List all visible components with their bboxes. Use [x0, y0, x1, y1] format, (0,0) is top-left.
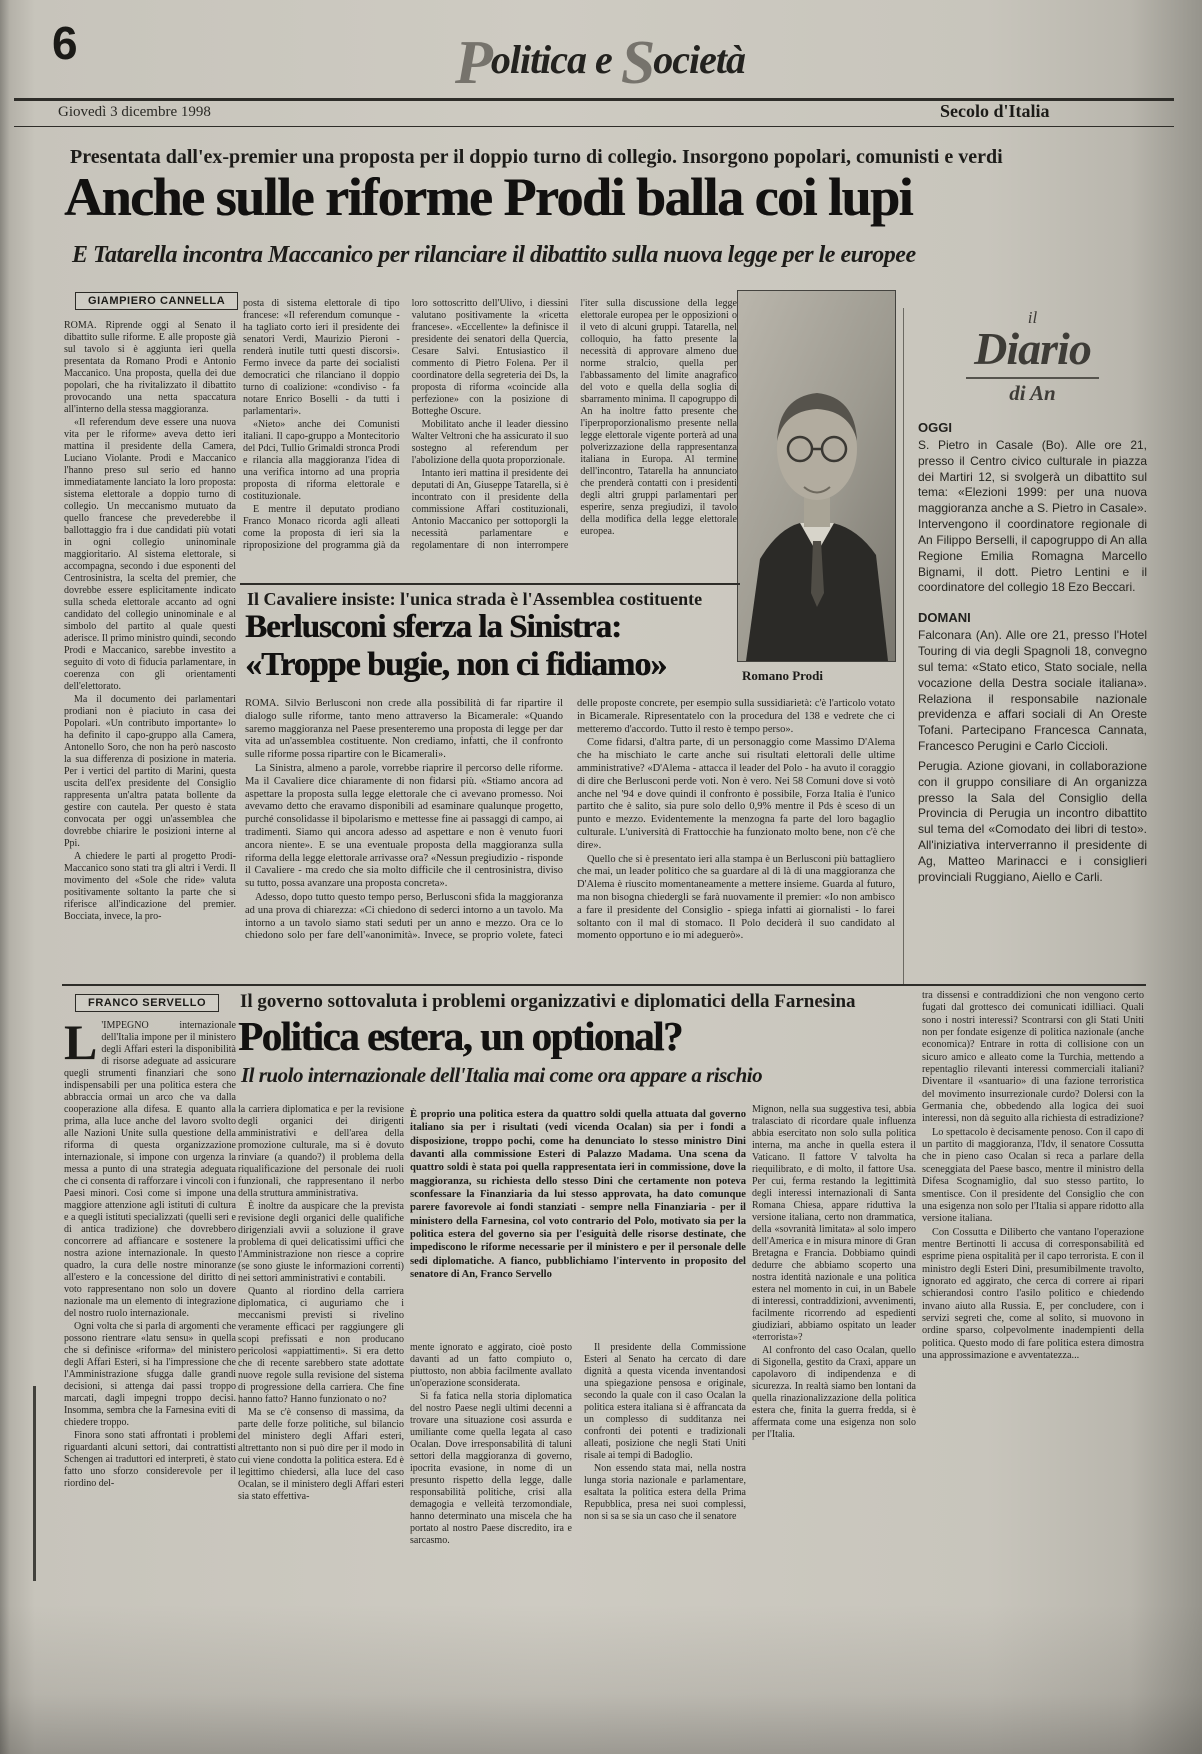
diario-sidebar	[903, 308, 1147, 986]
estera-byline-container	[75, 993, 219, 1012]
section-initial-p: P	[454, 29, 491, 97]
scan-artifact-line	[33, 1386, 36, 1581]
section-initial-s: S	[620, 29, 654, 97]
estera-body-column-1	[64, 1020, 236, 1586]
estera-body-column-2: la carriera diplomatica e per la revisione degli organici dei dirigenti amministrativi e dell'area della promozione culturale, ma si è dovuto rinviare (a quando?) il problema della riqualificazione del personale dei ruoli funzionali, che rappresentano il nerbo della struttura amministrativa. È inoltre da auspicare che la prevista revisione degli organici delle qualifiche dirigenziali avvii a soluzione il grave problema di quei delicatissimi uffici che l'Amministrazione non riesce a coprire (se sono giuste le informazioni correnti) nei settori amministrativi e contabili. Quanto al riordino della carriera diplomatica, ci auguriamo che i meccanismi previsti si rivelino veramente efficaci per raggiungere gli scopi prefissati e non producano pericolosi «appiattimenti». Si era detto che di recente sarebbero state adottate nuove regole sulla revisione del sistema di progressione della carriera. Che fine hanno fatto? Hanno funzionato o no? Ma se c'è consenso di massima, da parte delle forze politiche, sul bilancio del ministero degli Affari esteri, altrettanto non si può dire per il modo in cui viene condotta la politica estera. Ed è legittimo chiedersi, alla luce del caso Ocalan, se il ministero degli Affari esteri sia stato effettiva-	[238, 1104, 404, 1502]
section-title	[300, 28, 900, 99]
estera-kicker: Il governo sottovaluta i problemi organizzativi e diplomatici della Farnesina	[240, 991, 856, 1012]
estera-body-column-6: tra dissensi e contraddizioni che non vengono certo fugati dal grottesco dei comunicati idilliaci. Quali sono i nostri interessi? Scontrarsi con gli Stati Uniti non per fondate esigenze di politica nazionale (anche economica)? Entrare in rotta di collisione con un sicuro amico e alleato come la Turchia, mettendo a repentaglio rilevanti interessi commerciali italiani? Diventare il «santuario» di una fazione terroristica del movimento insurrezionale curdo? Dolersi con la Germania che, obbedendo alla logica dei suoi interessi, non dà seguito alla richiesta di estradizione? Lo spettacolo è decisamente penoso. Con il capo di un partito di maggioranza, l'Idv, il senatore Cossutta che in pieno caso Ocalan si reca a parlare della sceneggiata del Paese basco, mentre il ministro della Difesa Scognamiglio, dal suo stesso partito, lo smentisce. Con il presidente del Consiglio che con una esigenza non solo per l'Italia si appare ridotto alla versione italiana. Con Cossutta e Diliberto che vantano l'operazione mentre Bertinotti li accusa di corresponsabilità ed esprime piena ospitalità per il capo terrorista. E con il ministro degli Esteri Dini, presumibilmente travolto, ignorato ed aggirato, che cerca di correre ai ripari schierandosi contro l'asilo politico e chiedendo invano aiuto alla Russia. E, per concludere, con i servizi segreti che, come al solito, si muovono in ordine sparso, colpevolmente inadempienti della politica. Questo modo di fare politica estera dimostra una approssimazione e avventatezza...	[922, 990, 1144, 1361]
diario-logo-subtitle: di An	[1009, 381, 1056, 405]
header-rule-bottom	[14, 126, 1174, 127]
berlusconi-headline-line2: «Troppe bugie, non ci fidiamo»	[245, 646, 667, 683]
section-word-societa: ocietà	[653, 37, 746, 82]
diario-tomorrow-text: Falconara (An). Alle ore 21, presso l'Hotel Touring di via degli Spagnoli 18, convegno sul tema: «Stato etico, Stato sociale, nella vocazione della Destra sociale italiana». Relaziona il responsabile nazionale previdenza e affari sociali di An Oreste Tofani. Partecipano Francesca Cannata, Francesco Perugini e Carlo Ciccioli. Perugia. Azione giovani, in collaborazione con il gruppo consiliare di An organizza presso la Sala del Consiglio della Provincia di Perugia un incontro dibattito sul tema del «Comodato dei libri di testo». All'iniziativa interverranno il presidente di Ag, Matteo Marinacci e i consiglieri provinciali Ruggiano, Aiello e Carli.	[918, 628, 1147, 884]
estera-body-columns-3-4: mente ignorato e aggirato, cioè posto davanti ad un fatto compiuto o, piuttosto, non abbia facilmente avallato un'operazione sconsiderata. Si fa fatica nella storia diplomatica del nostro Paese negli ultimi decenni a trovare una situazione così assurda e umiliante come quella legata al caso Ocalan. Dove irresponsabilità di taluni settori della maggioranza di governo, ipocrita evasione, in nome di un presunto rispetto della legge, dalle responsabilità politiche, crisi alla demagogia e velleità terzomondiale, hanno determinato una miscela che ha portato al nostro Paese discredito, ira e sarcasmo. Il presidente della Commissione Esteri al Senato ha cercato di dare dignità a questa vicenda inventandosi una spiegazione pensosa e originale, secondo la quale con il caso Ocalan la politica estera italiana si è affrancata da un complesso di sudditanza nei confronti dei potenti e tradizionali alleati, posizione che negli Stati Uniti risale ai tempi di Badoglio. Non essendo stata mai, nella nostra lunga storia nazionale e parlamentare, esaltata la politica estera della Prima Repubblica, presa nei suoi complessi, non si sa se sia un caso che il senatore	[410, 1342, 746, 1546]
prodi-photo	[737, 290, 896, 662]
section-word-politica: olitica e	[490, 37, 621, 82]
section-separator-rule	[62, 984, 1146, 986]
berlusconi-top-rule	[240, 583, 740, 585]
prodi-photo-image	[738, 291, 895, 661]
berlusconi-headline-line1: Berlusconi sferza la Sinistra:	[245, 609, 622, 645]
lead-byline-container	[75, 291, 238, 310]
diario-logo	[918, 308, 1147, 406]
lead-subhead: E Tatarella incontra Maccanico per rilanciare il dibattito sulla nuova legge per le europee	[72, 242, 916, 268]
estera-dropcap: L	[64, 1020, 98, 1070]
diario-logo-title: Diario	[966, 322, 1099, 379]
estera-highlight-block: È proprio una politica estera da quattro soldi quella attuata dal governo italiano sia per i risultati (vedi vicenda Ocalan) sia per i fondi a disposizione, troppo pochi, come ha denunciato lo stesso ministro Dini davanti alla commissione Esteri di Palazzo Madama. Una scena da quattro soldi è stata poi quella rappresentata ieri in commissione, dove la maggioranza, su richiesta dello stesso Dini che certamente non poteva sconfessare la Finanziaria da lui stesso approvata, ha dato comunque parere favorevole ai fondi stanziati - sempre nella Finanziaria - per il ministero della Farnesina, col voto contrario del Polo, motivato sia per la politica estera del governo sia per l'esiguità delle risorse destinate, che impediscono le riforme necessarie per il ministero e per il personale delle sedi diplomatiche. A fianco, pubblichiamo l'intervento in proposito del senatore di An, Franco Servello	[410, 1109, 746, 1281]
page-number: 6	[52, 17, 78, 69]
photo-caption: Romano Prodi	[742, 668, 824, 683]
lead-headline: Anche sulle riforme Prodi balla coi lupi	[64, 167, 912, 227]
lead-byline: GIAMPIERO CANNELLA	[75, 292, 238, 310]
lead-body-columns-2-4: posta di sistema elettorale di tipo francese: «Il referendum comunque - ha tagliato corto ieri il presidente dei senatori Verdi, Maurizio Pieroni - renderà inutile tutti questi discorsi». Fermo invece da parte dei socialisti democratici che rilanciano il doppio turno di coalizione: «condiviso - fa notare Enrico Boselli - da tutti i parlamentari». «Nieto» anche dei Comunisti italiani. Il capo-gruppo a Montecitorio del Pdci, Tullio Grimaldi stronca Prodi e rilancia alla maggioranza l'idea di una verifica intorno ad una propria proposta di riforma elettorale e costituzionale. E mentre il deputato prodiano Franco Monaco ricorda agli alleati come la proposta di ieri sia la riproposizione del programma già da loro sottoscritto dell'Ulivo, i diessini valutano positivamente la «ricetta francese». «Eccellente» la definisce il presidente dei senatori della Quercia, Cesare Salvi. Entusiastico il commento di Pietro Folena. Per il coordinatore della segreteria dei Ds, la proposta di riforma «coincide alla perfezione» con la posizione di Botteghe Oscure. Mobilitato anche il leader diessino Walter Veltroni che ha assicurato il suo sostegno al referendum per l'abolizione della quota proporzionale. Intanto ieri mattina il presidente dei deputati di An, Giuseppe Tatarella, si è incontrato con il presidente della commissione Affari costituzionali, Antonio Maccanico per sottoporgli la necessità parlamentare e regolamentare di non interrompere l'iter sulla discussione della legge elettorale europea per le opposizioni o il veto di alcuni gruppi. Tatarella, nel colloquio, ha fatto presente la necessità di approvare almeno due norme stralcio, quella per l'abbassamento del limite anagrafico del voto e quella della soglia di sbarramento minima. Il capogruppo di An ha inoltre fatto presente che l'iperproporzionalismo presente nella legge elettorale vigente porterà ad una polverizzazione della rappresentanza italiana in Europa. Al termine dell'incontro, Tatarella ha annunciato che prenderà contatti con i presidenti degli altri gruppi parlamentari per esperire, senza pregiudizi, il tavolo della modifica della legge elettorale europea.	[243, 298, 737, 551]
lead-body-column-1: ROMA. Riprende oggi al Senato il dibattito sulle riforme. E alle proposte già sul tavolo si è aggiunta ieri quella presentata da Romano Prodi e Antonio Maccanico. Una proposta, quella dei due popolari, che ha rivitalizzato il dibattito provocando una netta spaccatura all'interno della stessa maggioranza. «Il referendum deve essere una nuova vita per le riforme» aveva detto ieri mattina il presidente della Camera, Luciano Violante. Prodi e Maccanico l'hanno preso sul serio ed hanno immediatamente lanciato la loro proposta: sistema elettorale a doppio turno di collegio. Un meccanismo mutuato da quello francese che prevederebbe il ballottaggio fra i due candidati più votati in ogni collegio uninominale maggioritario. Al sistema elettorale, si accompagna, secondo i due esponenti del Centrosinistra, la scelta del premier, che dovrebbe essere esplicitamente indicato sulla scheda elettorale accanto ad ogni candidato del collegio uninominale e al simbolo del partito al quale questi aderisce. Il primo ministro quindi, secondo Prodi e Maccanico, sarebbe investito a seguito di voto di fiducia parlamentare, in coerenza con gli orientamenti dell'elettorato. Ma il documento dei parlamentari prodiani non è piaciuto in casa dei Popolari. «Un contributo importante» lo ha definito il capo-gruppo alla Camera, Antonello Soro, che non ha però nascosto la sua differenza di posizione in materia. Per i vertici del partito di Marini, questa uscita dell'ex presidente del Consiglio rappresenta un'altra patata bollente da gestire con cautela. Per questo è stata convocata per oggi un'assemblea che dovrebbe chiarire le posizioni interne al Ppi. A chiedere le parti al progetto Prodi-Maccanico sono stati tra gli altri i Verdi. Il movimento del «Sole che ride» valuta positivamente soltanto la parte che si riferisce all'indicazione del premier. Bocciata, invece, la pro-	[64, 320, 236, 922]
estera-col1-paragraphs: 'IMPEGNO internazionale dell'Italia impone per il ministero degli Affari esteri la disponibilità di risorse adeguate ad assicurare quegli strumenti finanziari che sono indispensabili per una politica estera che abbraccia ormai un arco che va dalla cooperazione alla difesa. E quanto alla prima, alla luce anche del lavoro svolto alle Nazioni Unite sulla questione della riforma di questa organizzazione internazionale, si impone con urgenza la messa a punto di una strategia adeguata che ci consenta di rafforzare i vincoli con i Paesi minori. Così come si impone una maggiore attenzione agli istituti di cultura e a quegli istituti specializzati (quelli seri e di antica tradizione) che dovrebbero concorrere ad affiancare e sostenere la nostra azione internazionale. In questo quadro, la cura delle nostre minoranze all'estero e la concessione del diritto di voto rappresentano non solo un dovere nazionale ma un elemento di integrazione del nostro ruolo internazionale. Ogni volta che si parla di argomenti che possono rientrare «latu sensu» in quella che si definisce «riforma» del ministero degli Affari Esteri, si ha l'impressione che l'Amministrazione sfugga dalle grandi decisioni, si attenga dai passi troppo marcati, dagli impegni troppo decisi. Insomma, sembra che la Farnesina eviti di chiedere troppo. Finora sono stati affrontati i problemi riguardanti alcuni settori, dai contrattisti Schengen ai traduttori ed interpreti, è stato fatto uno sforzo considerevole per il riordino del-	[64, 1020, 236, 1489]
estera-headline: Politica estera, un optional?	[238, 1013, 682, 1059]
diario-today-text: S. Pietro in Casale (Bo). Alle ore 21, presso il Centro civico culturale in piazza dei Martiri 12, si svolgerà un dibattito sul tema: «Elezioni 1999: per una nuova maggioranza anche a S. Pietro in Casale». Intervengono il coordinatore regionale di An Filippo Berselli, il capogruppo di An alla Regione Emilia Romagna Marcello Bignami, il dott. Pietro Lentini e il coordinatore del collegio 18 Ezo Beccari.	[918, 438, 1147, 595]
estera-body-column-5: Mignon, nella sua suggestiva tesi, abbia tralasciato di ricordare quale influenza abbia esercitato non solo sulla politica interna, ma anche in quella estera il Vaticano. Il fattore V talvolta ha riequilibrato, e di molto, il fattore Usa. Per cui, ferma restando la legittimità degli interessi internazionali di Santa Romana Chiesa, appare riduttiva la versione italiana, certo non drammatica, della «sovranità limitata» al solo impero dell'America e in misura minore di Gran Bretagna e Francia. Dobbiamo quindi dedurre che abbiamo scoperto una nostra identità nazionale e una politica estera nel momento in cui, in un Babele di interessi, contraddizioni, avvenimenti, facilmente ricorrendo ad espedienti giudiziari, abbiamo ospitato un leader «terrorista»? Al confronto del caso Ocalan, quello di Sigonella, gestito da Craxi, appare un capolavoro di indipendenza e di sicurezza. In realtà siamo ben lontani da quella rinazionalizzazione della politica estera che, finita la guerra fredda, si è affermata come una esigenza non solo per l'Italia.	[752, 1104, 916, 1440]
diario-tomorrow-label: DOMANI	[918, 610, 971, 626]
masthead: Secolo d'Italia	[940, 101, 1050, 121]
issue-date: Giovedì 3 dicembre 1998	[58, 104, 211, 120]
estera-subhead: Il ruolo internazionale dell'Italia mai come ora appare a rischio	[241, 1063, 763, 1087]
berlusconi-body: ROMA. Silvio Berlusconi non crede alla possibilità di far ripartire il dialogo sulle riforme, tanto meno attraverso la Bicamerale: «Quando saremo maggioranza nel Paese presenteremo una proposta di legge per dar vita ad un'assemblea costituente. Non crediamo, infatti, che il confronto sulle riforme possa ripartire con le Bicamerali». La Sinistra, almeno a parole, vorrebbe riaprire il percorso delle riforme. Ma il Cavaliere dice chiaramente di non fidarsi più. «Stiamo ancora ad aspettare la proposta sulla legge elettorale che ci avevano promesso. Noi avevamo detto che eravamo disponibili ad esaminare qualunque progetto, purché consolidasse il bipolarismo e mettesse fine ai passaggi di campo, ai tradimenti. Siamo qui ancora adesso ad aspettare e non è venuto fuori ancora niente». E se una eventuale proposta della maggioranza sulla riforma della legge elettorale arrivasse ora? «Nessun pregiudizio - risponde il Cavaliere - ma credo che sia molto difficile che il centrosinistra, diviso su tutto, possa avanzare una proposta concreta». Adesso, dopo tutto questo tempo perso, Berlusconi sfida la maggioranza ad una prova di chiarezza: «Ci chiedono di sederci intorno a un tavolo. Ma intorno a un tavolo siamo stati seduti per un anno e mezzo. Ora ce lo chiedono solo per fare dell'«anonimità». Invece, se proprio volete, fateci delle proposte concrete, per esempio sulla sussidiarietà: c'è l'articolo votato in Bicamerale. Ripresentatelo con la procedura del 138 e vedrete che ci metteremo d'accordo. Tutto il resto è tempo perso». Come fidarsi, d'altra parte, di un personaggio come Massimo D'Alema che ha mischiato le carte anche sui risultati elettorali delle ultime amministrative? «D'Alema - attacca il leader del Polo - ha avuto il coraggio di dire che Berlusconi perde voti. Non è vero. Nei 58 Comuni dove si votò anche nel '94 e dove quindi il confronto è possibile, Forza Italia è l'unico partito che è salito, sia pure solo dello 0,9% mentre il Pds è sceso di un punto e mezzo. Evidentemente la menzogna fa parte del loro bagaglio culturale. L'università di Frattocchie ha funzionato molto bene, non c'è che dire». Quello che si è presentato ieri alla stampa è un Berlusconi più battagliero che mai, un leader politico che sa guardare al di là di una maggioranza che D'Alema è riuscito momentaneamente a mettere insieme. Guarda al futuro, ma non bisogna chiedergli se farà nuovamente il premier: «Io non ambisco a fare il presidente del Consiglio - spiega infatti ai giornalisti - lo farei soltanto con il mal di stomaco. Il Polo deciderà il suo candidato al momento opportuno e io mi adeguerò».	[245, 698, 895, 942]
estera-byline: FRANCO SERVELLO	[75, 994, 219, 1012]
lead-kicker: Presentata dall'ex-premier una proposta per il doppio turno di collegio. Insorgono popolari, comunisti e verdi	[70, 146, 1003, 168]
berlusconi-kicker: Il Cavaliere insiste: l'unica strada è l'Assemblea costituente	[247, 589, 703, 609]
diario-today-label: OGGI	[918, 420, 952, 435]
diario-logo-il: il	[1027, 308, 1038, 327]
